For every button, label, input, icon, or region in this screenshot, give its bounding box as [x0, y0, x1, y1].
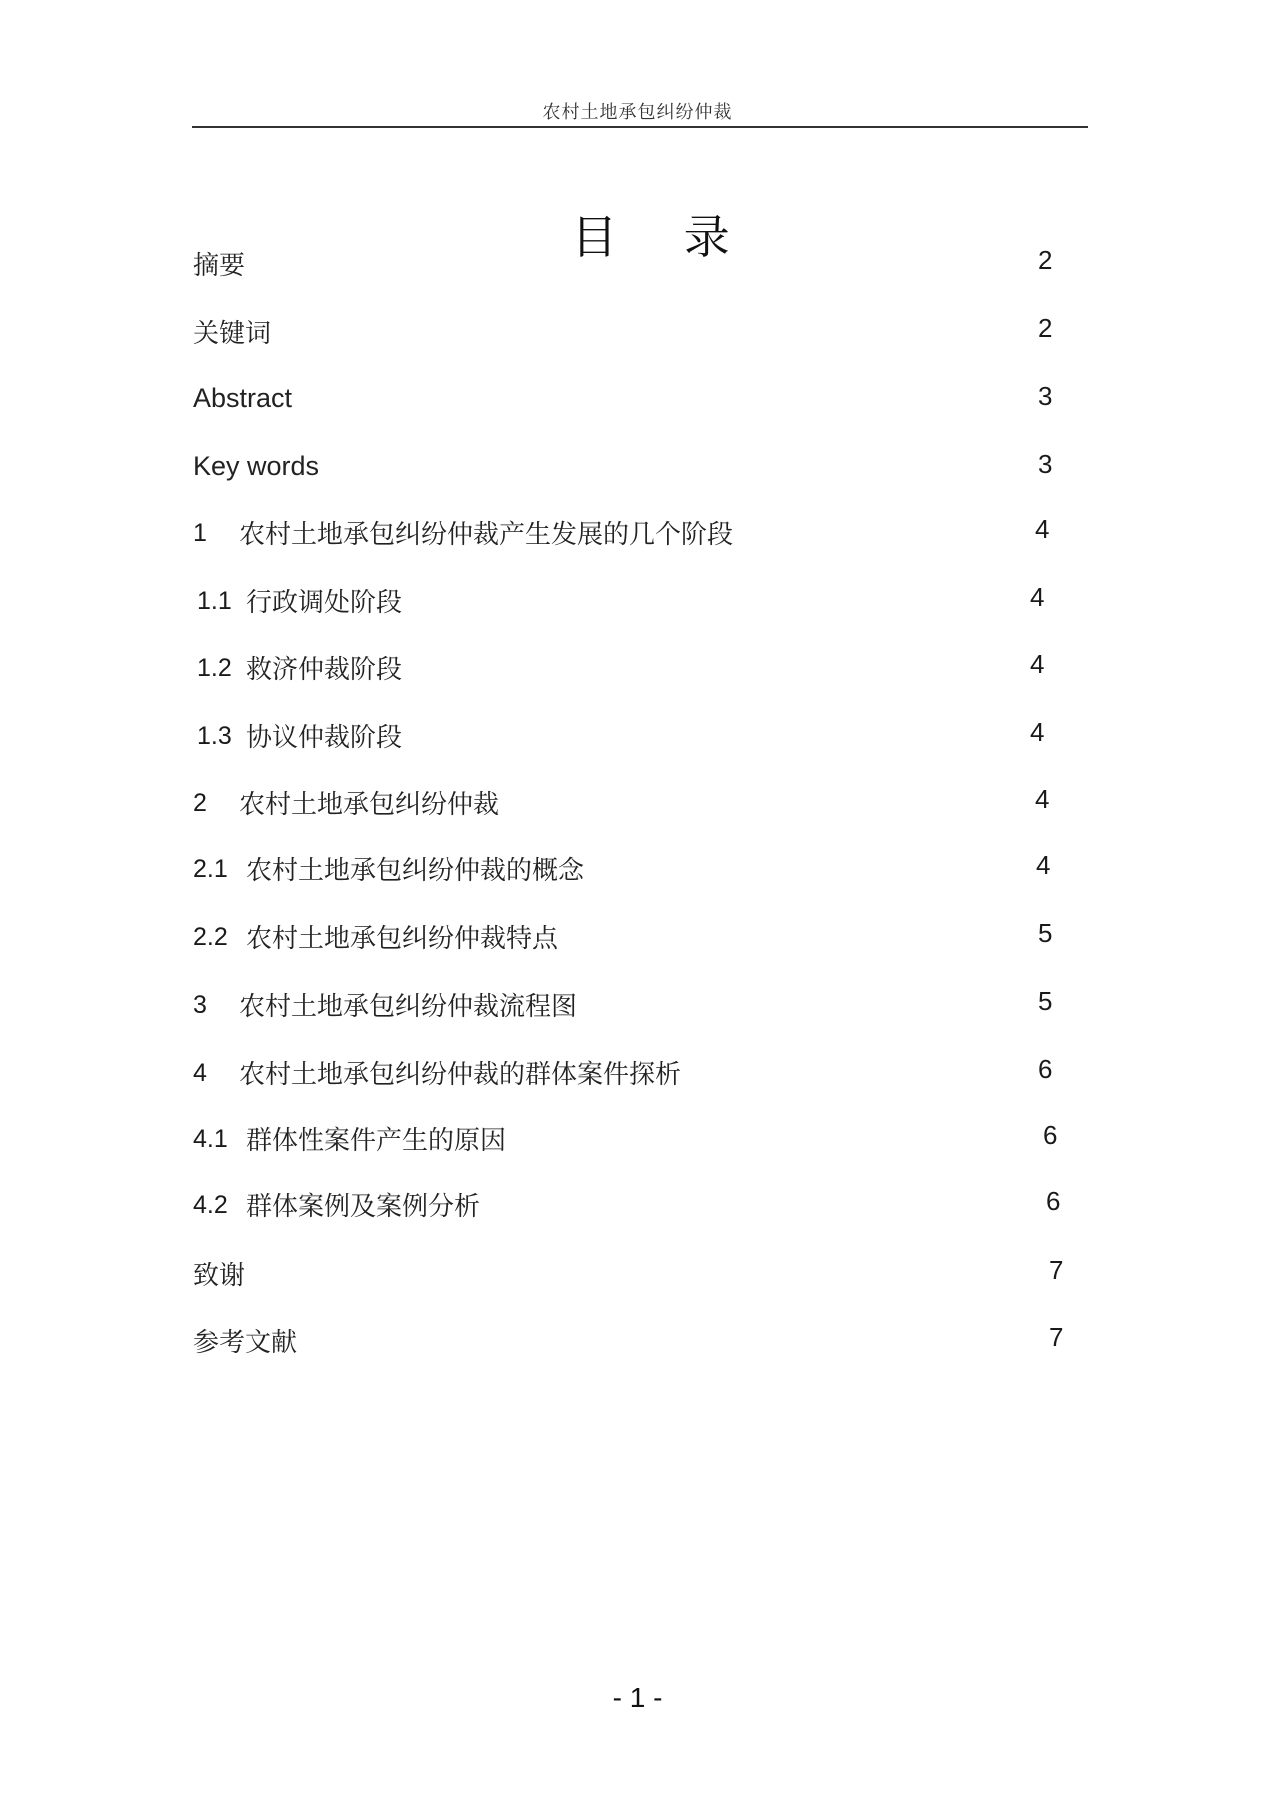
toc-entry-page: 2	[1038, 245, 1053, 275]
toc-entry-page: 6	[1043, 1120, 1058, 1150]
toc-entry[interactable]	[0, 244, 1275, 284]
toc-entry-number: 1.2	[197, 654, 232, 682]
toc-entry-label: 行政调处阶段	[246, 588, 403, 618]
toc-entry-page: 7	[1049, 1255, 1064, 1285]
toc-entry-page: 4	[1035, 784, 1050, 814]
toc-entry-number: 2.2	[193, 923, 228, 951]
toc-entry-page: 6	[1038, 1054, 1053, 1084]
toc-entry-number: 2	[193, 789, 207, 817]
toc-entry-page: 5	[1038, 918, 1053, 948]
toc-entry[interactable]	[0, 1321, 1275, 1361]
toc-entry-page: 4	[1036, 850, 1051, 880]
toc-entry-page: 3	[1038, 381, 1053, 411]
toc-entry-label: 农村土地承包纠纷仲裁特点	[246, 924, 559, 954]
toc-entry-page: 4	[1030, 582, 1045, 612]
toc-entry[interactable]	[0, 716, 1275, 756]
toc-entry-label: 救济仲裁阶段	[246, 655, 403, 685]
toc-entry-label: Key words	[193, 451, 320, 481]
toc-entry[interactable]	[0, 648, 1275, 688]
toc-entry[interactable]	[0, 1254, 1275, 1294]
toc-entry[interactable]	[0, 1053, 1275, 1093]
toc-entry-label: 摘要	[193, 251, 246, 281]
toc-entry-label: 关键词	[193, 319, 272, 349]
toc-entry-label: 致谢	[193, 1261, 246, 1291]
toc-entry-label: 群体性案件产生的原因	[246, 1126, 507, 1156]
toc-entry-number: 1.3	[197, 722, 232, 750]
toc-entry-label: Abstract	[193, 383, 293, 413]
toc-entry-number: 1	[193, 519, 207, 547]
toc-entry[interactable]	[0, 783, 1275, 823]
toc-entry-label: 农村土地承包纠纷仲裁产生发展的几个阶段	[239, 520, 734, 550]
toc-entry-page: 2	[1038, 313, 1053, 343]
toc-entry-number: 4.2	[193, 1191, 228, 1219]
running-header-title: 农村土地承包纠纷仲裁	[542, 102, 733, 123]
toc-entry[interactable]	[0, 376, 1275, 416]
toc-entry-label: 农村土地承包纠纷仲裁流程图	[239, 992, 578, 1022]
toc-entry[interactable]	[0, 1119, 1275, 1159]
toc-entry[interactable]	[0, 1185, 1275, 1225]
toc-title: 目 录	[571, 209, 756, 264]
toc-entry-label: 农村土地承包纠纷仲裁的概念	[246, 856, 585, 886]
toc-entry[interactable]	[0, 312, 1275, 352]
toc-entry-page: 4	[1030, 717, 1045, 747]
toc-entry-number: 4	[193, 1059, 207, 1087]
toc-entry-label: 参考文献	[193, 1328, 298, 1358]
page-number: - 1 -	[612, 1682, 663, 1713]
toc-entry-number: 4.1	[193, 1125, 228, 1153]
toc-entry[interactable]	[0, 444, 1275, 484]
toc-entry-page: 5	[1038, 986, 1053, 1016]
toc-entry[interactable]	[0, 985, 1275, 1025]
toc-entry-page: 3	[1038, 449, 1053, 479]
toc-entry-number: 1.1	[197, 587, 232, 615]
toc-entry[interactable]	[0, 849, 1275, 889]
toc-entry-label: 农村土地承包纠纷仲裁	[239, 790, 500, 820]
toc-entry-page: 4	[1030, 649, 1045, 679]
toc-entry-number: 3	[193, 991, 207, 1019]
toc-entry[interactable]	[0, 513, 1275, 553]
toc-entry-label: 农村土地承包纠纷仲裁的群体案件探析	[239, 1060, 682, 1090]
toc-entry-page: 4	[1035, 514, 1050, 544]
toc-entry[interactable]	[0, 917, 1275, 957]
toc-entry-label: 协议仲裁阶段	[246, 723, 403, 753]
toc-entry-page: 7	[1049, 1322, 1064, 1352]
toc-entry-number: 2.1	[193, 855, 228, 883]
toc-entry-label: 群体案例及案例分析	[246, 1192, 481, 1222]
toc-entry-page: 6	[1046, 1186, 1061, 1216]
toc-entry[interactable]	[0, 581, 1275, 621]
